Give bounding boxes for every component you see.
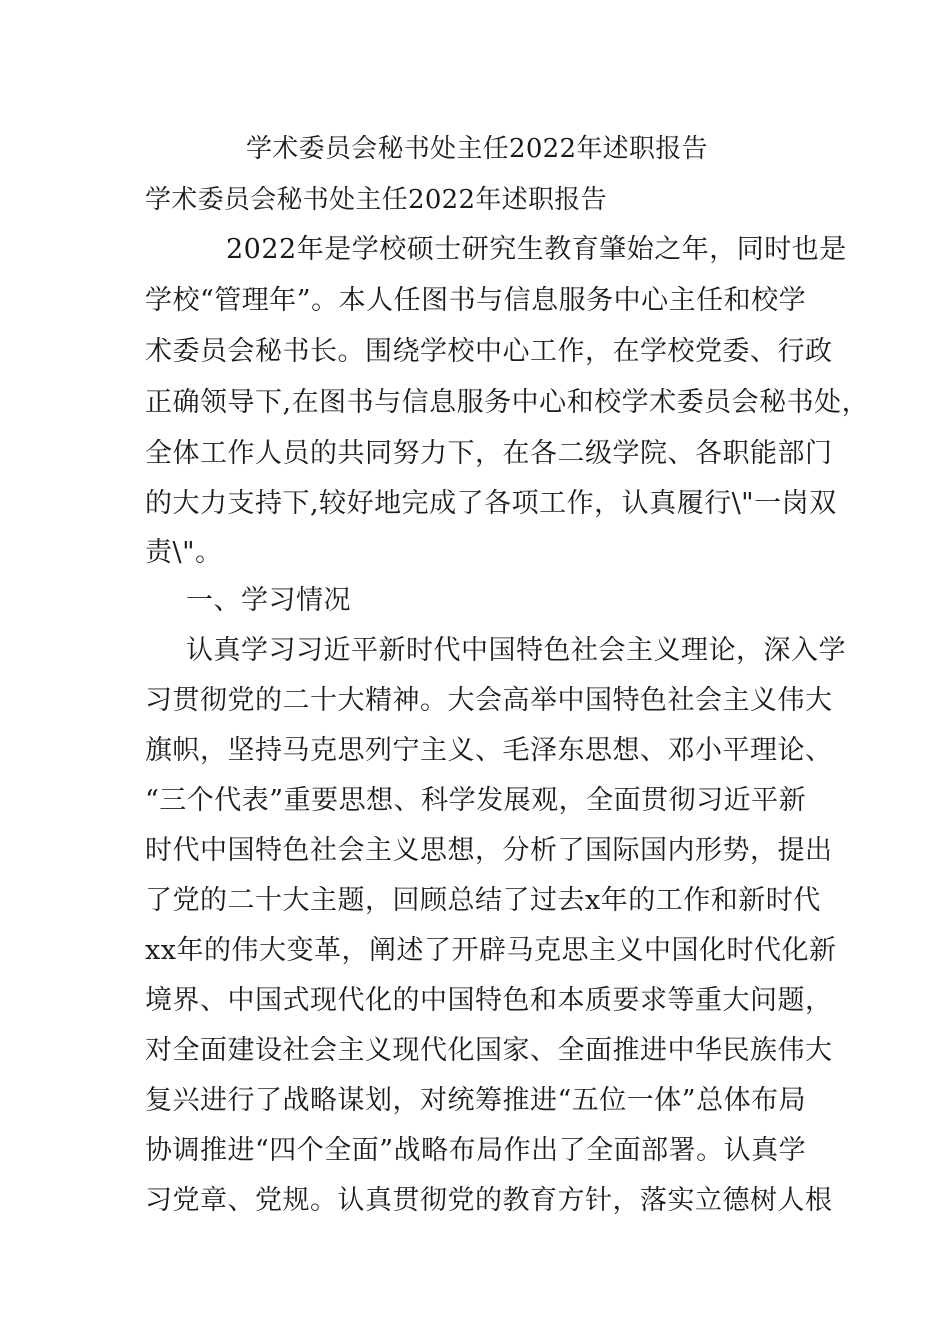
- paragraph-line: 2022年是学校硕士研究生教育肇始之年，同时也是: [226, 234, 847, 265]
- paragraph-line: 境界、中国式现代化的中国特色和本质要求等重大问题，: [145, 985, 833, 1016]
- paragraph-line: 习党章、党规。认真贯彻党的教育方针，落实立德树人根: [145, 1185, 833, 1216]
- paragraph-line: 时代中国特色社会主义思想，分析了国际国内形势，提出: [145, 835, 833, 866]
- paragraph-line: 旗帜，坚持马克思列宁主义、毛泽东思想、邓小平理论、: [145, 735, 833, 766]
- document-subtitle: 学术委员会秘书处主任2022年述职报告: [145, 185, 607, 215]
- paragraph-line: 全体工作人员的共同努力下，在各二级学院、各职能部门: [145, 438, 833, 469]
- paragraph-line: 正确领导下,在图书与信息服务中心和校学术委员会秘书处，: [145, 387, 870, 418]
- paragraph-line: 了党的二十大主题，回顾总结了过去x年的工作和新时代: [145, 885, 821, 916]
- document-title: 学术委员会秘书处主任2022年述职报告: [246, 134, 708, 164]
- paragraph-line: 协调推进“四个全面”战略布局作出了全面部署。认真学: [145, 1135, 807, 1166]
- section-heading: 一、学习情况: [186, 585, 351, 616]
- paragraph-line: 复兴进行了战略谋划，对统筹推进“五位一体”总体布局: [145, 1085, 807, 1116]
- paragraph-line: xx年的伟大变革，阐述了开辟马克思主义中国化时代化新: [145, 935, 837, 966]
- paragraph-line: 术委员会秘书长。围绕学校中心工作，在学校党委、行政: [145, 336, 833, 367]
- paragraph-line: 的大力支持下,较好地完成了各项工作，认真履行\"一岗双: [145, 488, 837, 519]
- paragraph-line: 习贯彻党的二十大精神。大会高举中国特色社会主义伟大: [145, 685, 833, 716]
- paragraph-line: 责\"。: [145, 537, 223, 568]
- paragraph-line: 对全面建设社会主义现代化国家、全面推进中华民族伟大: [145, 1035, 833, 1066]
- paragraph-line: 学校“管理年”。本人任图书与信息服务中心主任和校学: [145, 285, 807, 316]
- paragraph-line: 认真学习习近平新时代中国特色社会主义理论，深入学: [186, 635, 846, 666]
- paragraph-line: “三个代表”重要思想、科学发展观，全面贯彻习近平新: [145, 785, 807, 816]
